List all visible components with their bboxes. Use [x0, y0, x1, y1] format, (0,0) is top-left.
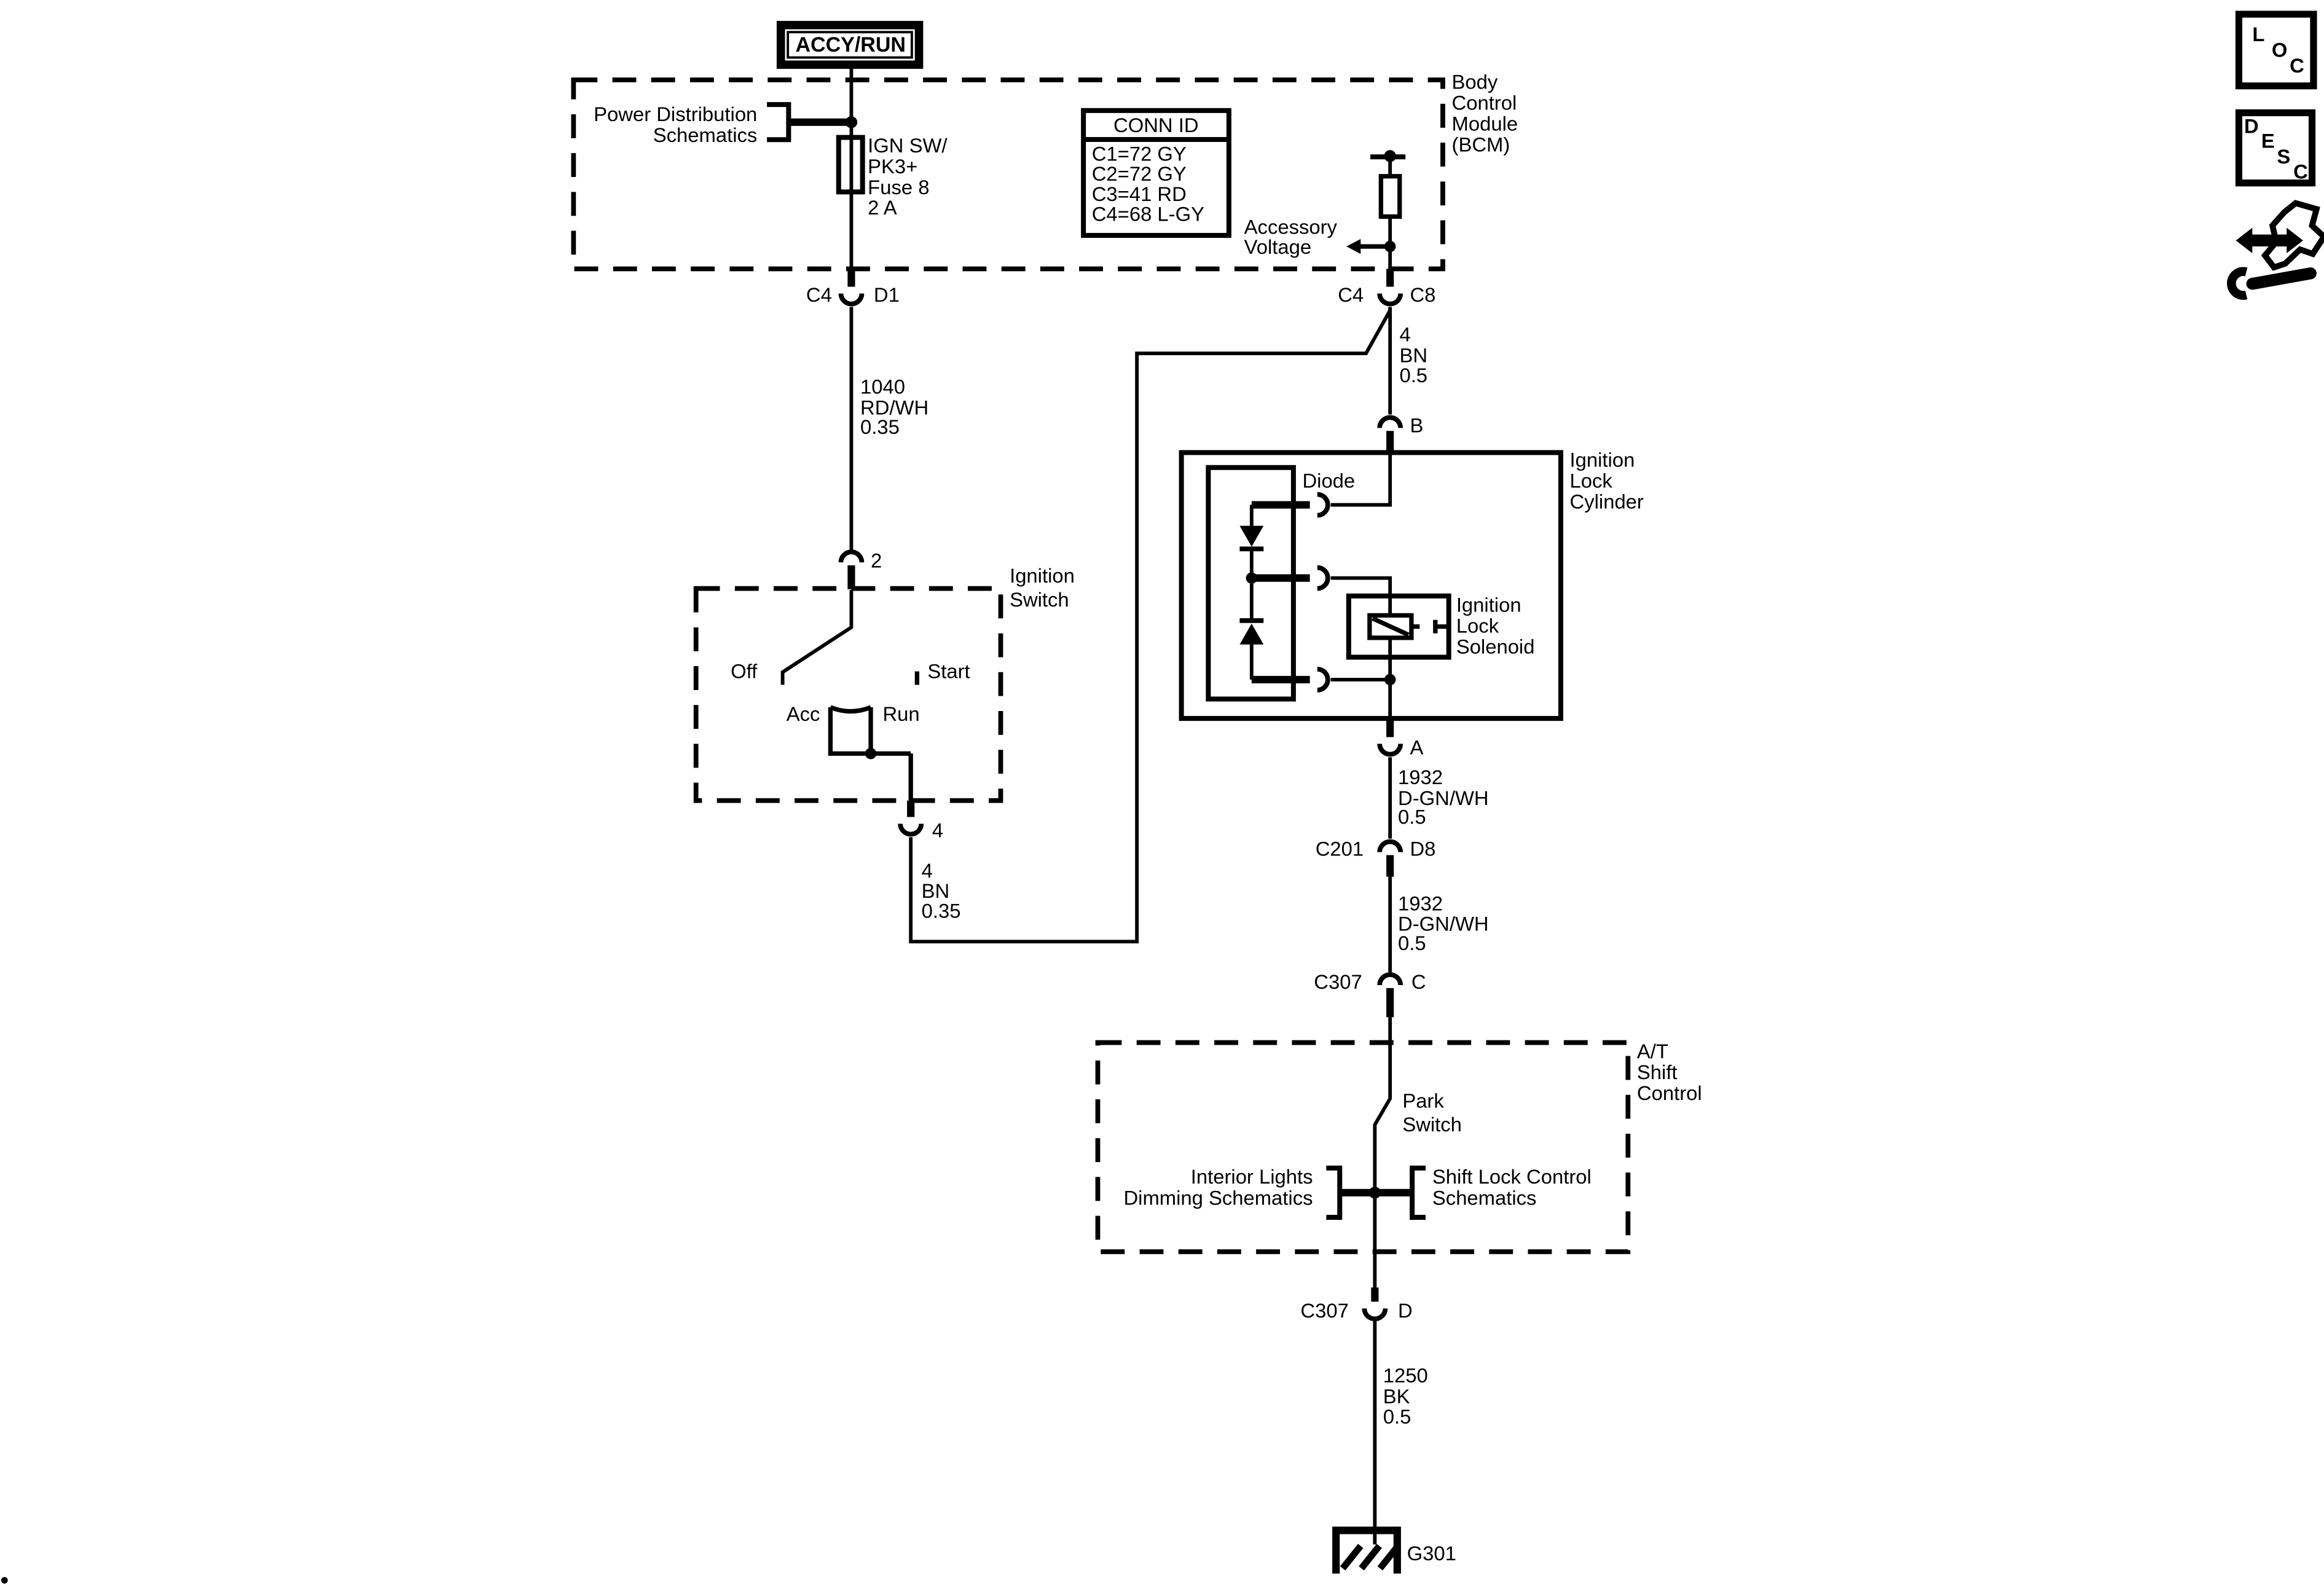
solenoid-plunger-contact	[1411, 620, 1449, 634]
junction-dot	[1384, 674, 1396, 685]
wire-1250-line2: BK	[1383, 1385, 1410, 1408]
conn-id-header: CONN ID	[1113, 114, 1199, 137]
solenoid-coil-slash	[1373, 618, 1408, 635]
g301-label: G301	[1407, 1541, 1456, 1565]
park-switch-wire	[1375, 1017, 1390, 1252]
interior-lights-bracket	[1326, 1168, 1340, 1217]
accessory-voltage-line2: Voltage	[1244, 235, 1312, 259]
bcm-internal-element	[1370, 150, 1405, 270]
swap-wrench-icon[interactable]	[2231, 203, 2324, 296]
wire-1932u-line1: 1932	[1398, 766, 1443, 789]
ign-fuse-line2: PK3+	[868, 154, 918, 178]
accessory-voltage-callout	[1244, 215, 1396, 258]
pin4-label: 4	[932, 819, 943, 842]
c4-c8-connector	[1380, 294, 1400, 304]
wire-4bn05-line1: 4	[1399, 323, 1411, 346]
switch-position-acc: Acc	[786, 702, 820, 725]
c4-c8-right-label: C8	[1410, 283, 1436, 306]
c4-d1-right-label: D1	[873, 283, 900, 306]
stray-dot	[1, 1577, 8, 1584]
ignition-switch-label1: Ignition	[1010, 564, 1075, 587]
a-connector	[1380, 744, 1400, 754]
accy-run-label: ACCY/RUN	[795, 33, 906, 57]
c201-d8-connector	[1380, 842, 1400, 852]
wire-1250-label	[1383, 1364, 1428, 1428]
b-connector	[1380, 417, 1400, 428]
pin4-connector	[900, 823, 921, 834]
switch-position-run: Run	[882, 702, 920, 725]
shift-lock-line2: Schematics	[1432, 1186, 1537, 1209]
at-label1: A/T	[1636, 1040, 1668, 1063]
conn-id-table	[1083, 111, 1229, 235]
accessory-voltage-line1: Accessory	[1244, 215, 1337, 238]
park-switch-label1: Park	[1402, 1089, 1444, 1112]
solenoid-label3: Solenoid	[1456, 635, 1535, 658]
wire-1040-line2: RD/WH	[860, 396, 929, 419]
switch-position-off: Off	[731, 659, 758, 683]
interior-lights-line1: Interior Lights	[1190, 1165, 1313, 1188]
ground-symbol	[1336, 1530, 1398, 1573]
lock-cylinder-internal-wire	[1331, 454, 1390, 718]
at-shift-control-dashed-box	[1097, 1043, 1628, 1252]
c307-c-left-label: C307	[1314, 970, 1362, 994]
b-label: B	[1410, 414, 1424, 437]
bcm-line1: Body	[1451, 70, 1498, 93]
wire-1932-lower-label	[1398, 892, 1489, 954]
diode-top-connector	[1317, 495, 1328, 516]
c201-d8-right-label: D8	[1410, 837, 1436, 860]
wire-1932-upper-label	[1398, 766, 1489, 828]
ign-fuse-line1: IGN SW/	[868, 133, 948, 157]
desc-letter-e: E	[2261, 129, 2275, 152]
desc-letter-c: C	[2293, 160, 2308, 183]
diode-bottom-connector	[1317, 669, 1328, 690]
ignition-switch-dashed-box	[696, 589, 1001, 801]
desc-letter-s: S	[2277, 145, 2291, 168]
ign-fuse-line4: 2 A	[868, 195, 897, 219]
c4-d1-left-label: C4	[806, 283, 832, 306]
wire-1250-line1: 1250	[1383, 1364, 1428, 1387]
ilc-label2: Lock	[1569, 469, 1612, 492]
c4-d1-connector	[841, 294, 862, 304]
wire-4bn035-line3: 0.35	[921, 899, 961, 922]
wire-1932l-line1: 1932	[1398, 892, 1443, 915]
switch-position-start: Start	[927, 659, 970, 683]
at-label2: Shift	[1636, 1061, 1678, 1084]
wire-1040-line1: 1040	[860, 375, 905, 398]
c307-d-connector	[1364, 1308, 1385, 1319]
ign-fuse-line3: Fuse 8	[868, 175, 930, 198]
accy-run-tag	[781, 25, 919, 65]
c201-d8-left-label: C201	[1315, 837, 1364, 860]
loc-button[interactable]	[2239, 14, 2314, 86]
diode-middle-connector	[1317, 568, 1328, 589]
wrench-handle-icon	[2252, 273, 2310, 284]
diode-up-icon	[1239, 624, 1263, 645]
junction-dot	[1384, 241, 1396, 252]
park-switch-label2: Switch	[1402, 1113, 1462, 1136]
conn-id-row1: C1=72 GY	[1091, 142, 1187, 165]
shift-lock-line1: Shift Lock Control	[1432, 1165, 1592, 1188]
pin2-label: 2	[871, 549, 882, 572]
power-distribution-callout	[594, 103, 857, 146]
wire-1040-label	[860, 375, 928, 438]
ground-hatching	[1343, 1546, 1398, 1568]
wire-1932l-line2: D-GN/WH	[1398, 912, 1489, 935]
bcm-line4: (BCM)	[1451, 133, 1510, 156]
power-distribution-bracket	[767, 104, 788, 139]
junction-dot	[1246, 572, 1257, 583]
ilc-label1: Ignition	[1569, 448, 1635, 471]
ilc-label3: Cylinder	[1569, 490, 1644, 513]
left-arrow-icon	[1346, 239, 1360, 254]
wire-1932u-line3: 0.5	[1398, 805, 1426, 828]
wire-1932u-line2: D-GN/WH	[1398, 787, 1489, 810]
solenoid-label1: Ignition	[1456, 593, 1521, 616]
acc-run-bridge-contact	[830, 707, 871, 712]
ignition-lock-cylinder	[1182, 449, 1644, 719]
c307-c-connector	[1380, 975, 1400, 985]
bcm-fuse-symbol	[1381, 176, 1399, 217]
c307-d-left-label: C307	[1300, 1298, 1349, 1322]
c4-c8-left-label: C4	[1338, 283, 1364, 306]
interior-lights-line2: Dimming Schematics	[1123, 1186, 1313, 1209]
junction-dot	[865, 748, 876, 759]
wire-4bn05-line3: 0.5	[1399, 364, 1428, 387]
wire-1250-line3: 0.5	[1383, 1405, 1411, 1428]
bcm-line3: Module	[1451, 112, 1518, 135]
diode-down-icon	[1239, 526, 1263, 547]
conn-id-row2: C2=72 GY	[1091, 162, 1187, 186]
bcm-line2: Control	[1451, 91, 1517, 114]
desc-letter-d: D	[2244, 114, 2259, 138]
diode-label: Diode	[1302, 469, 1356, 492]
conn-id-row3: C3=41 RD	[1091, 182, 1187, 205]
pin2-connector	[841, 552, 862, 562]
c307-c-right-label: C	[1411, 970, 1426, 994]
shift-lock-bracket	[1412, 1168, 1426, 1217]
ignition-switch-label2: Switch	[1010, 587, 1069, 611]
power-distribution-line2: Schematics	[653, 123, 758, 146]
at-label3: Control	[1636, 1082, 1702, 1105]
wire-4bn05-label	[1399, 323, 1427, 387]
wire-4bn05-line2: BN	[1399, 344, 1428, 367]
a-label: A	[1410, 736, 1424, 759]
conn-id-row4: C4=68 L-GY	[1091, 202, 1204, 226]
desc-button[interactable]	[2239, 113, 2312, 183]
c307-d-right-label: D	[1398, 1298, 1413, 1322]
junction-dot	[846, 116, 857, 128]
bcm-label	[1452, 71, 1518, 156]
loc-letter-l: L	[2252, 22, 2265, 45]
loc-letter-o: O	[2271, 38, 2288, 61]
wrench-head-icon	[2231, 272, 2246, 296]
wire-4bn035-line1: 4	[921, 858, 933, 882]
wire-4bn035-line2: BN	[921, 879, 950, 902]
wire-1040-line3: 0.35	[860, 415, 900, 439]
power-distribution-line1: Power Distribution	[594, 102, 758, 125]
solenoid-label2: Lock	[1456, 614, 1499, 637]
at-shift-control	[1123, 1017, 1702, 1252]
wire-1932l-line3: 0.5	[1398, 931, 1426, 954]
ign-fuse-label	[868, 134, 948, 219]
loc-letter-c: C	[2290, 53, 2304, 77]
wire-4bn035-label	[922, 859, 961, 922]
